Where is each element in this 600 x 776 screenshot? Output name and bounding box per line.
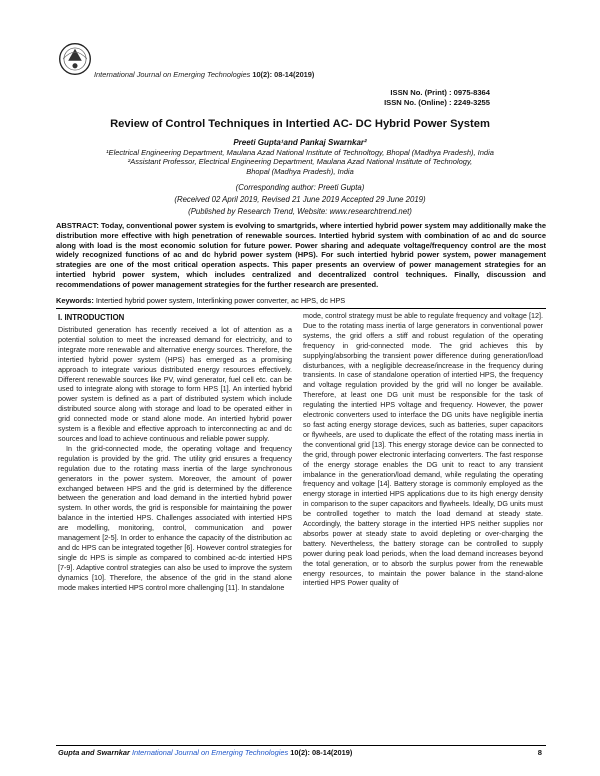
corresponding-author: (Corresponding author: Preeti Gupta) [235,183,365,192]
affiliation-3: Bhopal (Madhya Pradesh), India [246,167,354,176]
publisher-line: (Published by Research Trend, Website: www.researchtrend.net) [188,207,412,216]
left-column [58,325,292,592]
footer-volume: 10(2): 08-14(2019) [290,748,353,757]
journal-header [94,70,314,79]
right-column [303,311,543,588]
page-footer [58,748,352,757]
journal-name: International Journal on Emerging Technologies [94,70,251,79]
page-number: 8 [537,748,542,757]
issn-print: ISSN No. (Print) : 0975-8364 [390,88,490,97]
affiliation-1: ¹Electrical Engineering Department, Maulana Azad National Institute of Technoltogy, Bhopal (Madhya Pradesh), India [106,148,494,157]
abstract: ABSTRACT: Today, conventional power system is evolving to smartgrids, where intertied hybrid power system may additionally make the distribution more effective with high penetration of renewable sources. Intertied hybrid system with combination of ac and dc source along with load is the most economic solution for future power. Power sharing and adequate voltage/frequency control are the most widely recognized functions of ac and dc hybrid power system (HPS). For such intertied hybrid power system, power management strategies are one of the most critical operation aspects. This paper presents an overview of power management strategies for an intertied hybrid power system, which includes centralized and decentralized control techniques. Finally, discussion and recommendations of power management strategies for the further research are presented. [56,221,546,289]
affiliation-2: ²Assistant Professor, Electrical Engineering Department, Maulana Azad National Institute of Technology, [127,157,473,166]
paragraph: In the grid-connected mode, the operating voltage and frequency regulation is provided by the grid. The utility grid ensures a frequency regulation due to the rotating mass inertia of the large synchronous generators in the power system. Moreover, the amount of power exchanged between HPS and the grid is determined by the difference between the generation and load demand in the intertied hybrid power system. In other words, the grid is responsible for maintaining the power balance in the intertied HPS. Challenges associated with intertied HPS are modelling, monitoring, control, communication and power management [2-5]. In order to enhance the capacity of the distribution ac and dc HPS can be integrated together [6]. However control strategies for single dc HPS is simple as compared to combined ac-dc intertied HPS [7-9]. Adaptive control strategies can also be used to improve the system dynamics [10]. Therefore, the absence of the grid in the stand alone mode makes intertied HPS control more challenging [11]. In standalone [58,443,292,592]
section-heading: I. INTRODUCTION [58,313,125,322]
keywords [56,296,546,306]
footer-authors: Gupta and Swarnkar [58,748,130,757]
keywords-label: Keywords: [56,296,94,305]
paper-authors: Preeti Gupta¹and Pankaj Swarnkar² [233,138,367,147]
issn-online: ISSN No. (Online) : 2249-3255 [384,98,490,107]
paragraph: mode, control strategy must be able to regulate frequency and voltage [12]. Due to the rotating mass inertia of large generators in conventional power systems, the grid offers a stiff and robust regulation of the operating frequency in grid-connected mode. The grid achieves this by supplying/absorbing the transient power difference during generation/load disturbances, with a negligible decrease/increase in the frequency during transients. In case of standalone operation of intertied HPS, the frequency and voltage regulation provided by the grid will no longer be available. Therefore, at least one DG unit must be responsible for the task of regulating the intertied HPS voltage and frequency. However, the power electronic converters used to interface the DG units have negligible inertia so fast acting energy storage devices, such as batteries, super capacitors or flywheels, are used to duplicate the effect of the rotating mass inertia in the conventional grid [13]. This energy storage device can be connected to the grid, through power electronic interfacing converters. The fast response of the energy storage enables the DG unit to react to any transient imbalance in the generation/load demand, while regulating the operating frequency and voltage [14]. Battery storage is commonly employed as the energy storage in intertied HPS applications due to its high energy density in comparison to the super capacitors and flywheels. Ideally, DG units must be controlled together to match the load demand at steady state. Accordingly, the battery storage in the intertied HPS neither supplies nor absorbs power at steady state to avoid depleting or over-charging the battery. Nevertheless, the battery storage can be controlled to supply power during peak load periods, when the load demand increases beyond the total generation, or to absorb the surplus power from the renewable energy resources, to maintain the power balance in the stand-alone intertied HPS Power quality of [303,311,543,588]
section-divider [56,308,546,309]
footer-divider [56,745,546,746]
footer-journal-link[interactable]: International Journal on Emerging Technologies [131,748,289,757]
paper-title: Review of Control Techniques in Intertied AC- DC Hybrid Power System [110,118,490,130]
journal-logo-icon [58,42,92,76]
issn-block [384,88,490,108]
journal-volume: 10(2): 08-14(2019) [252,70,315,79]
submission-dates: (Received 02 April 2019, Revised 21 June 2019 Accepted 29 June 2019) [174,195,426,204]
paragraph: Distributed generation has recently received a lot of attention as a potential solution to meet the increased demand for electricity, and to integrate more renewable and alternative energy sources. Therefore, the intertied hybrid power system (HPS) has emerged as a promising approach to integrate various distributed energy resources effectively. Different renewable sources like PV, wind generator, fuel cell etc. can be used to integrate along with storage to form HPS [1]. An intertied hybrid power system is defined as a part of distributed system which include distributed source along with storage and load to be operated either in grid connected mode or stand alone mode. An intertied hybrid power system is a flexible and effective approach to interconnecting ac and dc sources and load to achieve continuous and reliable power supply. [58,325,292,443]
keywords-text: Intertied hybrid power system, Interlinking power converter, ac HPS, dc HPS [95,296,346,305]
